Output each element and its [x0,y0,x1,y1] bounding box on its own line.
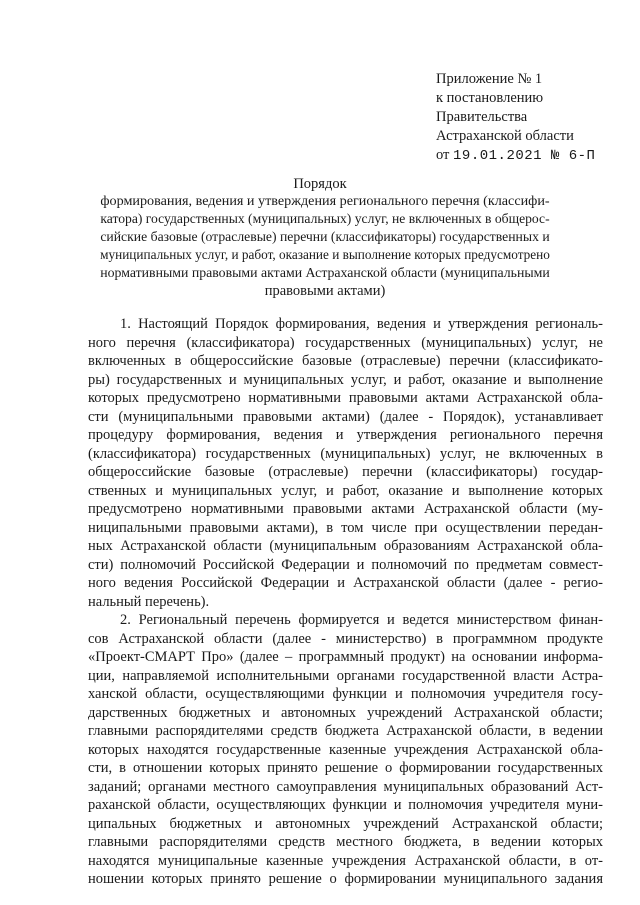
body-line: ственных и муниципальных услуг, и работ, оказание и выполнение которых [88,482,603,499]
body-line: ного ведения Российской Федерации и Астраханской области (далее - регио- [88,575,603,591]
body-line: ханской области, осуществляющими функции и полномочия учредителя госу- [88,686,603,702]
appendix-region: Астраханской области [436,128,574,144]
body-line: ниципальными правовыми актами), в том числе при осуществлении передан- [88,519,603,536]
appendix-reference: к постановлению [436,90,544,106]
appendix-title: Приложение № 1 [436,71,543,87]
body-line: дарственных бюджетных и автономных учреждений Астраханской области; [88,704,603,721]
subtitle-line: правовыми актами) [264,283,386,299]
body-line: ции, направляемой исполнительными органами государственной власти Астра- [88,667,603,684]
body-line: которых предусмотрено нормативными правовыми актами Астраханской обла- [88,390,603,406]
body-line: 1. Настоящий Порядок формирования, ведения и утверждения региональ- [120,316,603,332]
body-line: сти, в отношении которых принято решение о формировании государственных [88,760,603,776]
body-line: общероссийские базовые (отраслевые) перечни (классификаторы) государ- [88,464,603,480]
body-line: сти) полномочий Российской Федерации и полномочий по предметам совмест- [88,556,603,573]
body-line: сти (муниципальными правовыми актами) (далее - Порядок), устанавливает [88,408,603,425]
body-line: ры) государственных и муниципальных услуг, и работ, оказание и выполнение [88,371,603,388]
body-line: «Проект-СМАРТ Про» (далее – программный продукт) на основании информа- [88,649,603,665]
body-line: процедуру формирования, ведения и утверждения регионального перечня [88,427,603,443]
body-line: ношении которых принято решение о формировании муниципального задания [88,871,603,887]
document-subtitle [100,192,550,300]
document-body [88,315,603,889]
body-line: предусмотрено нормативными правовыми актами Астраханской области (му- [88,501,603,517]
subtitle-line: нормативными правовыми актами Астраханской области (муниципальными [100,265,550,280]
body-line: ципальных бюджетных и автономных учреждений Астраханской области; [88,815,603,832]
body-line: 2. Региональный перечень формируется и ведется министерством финан- [120,612,603,628]
subtitle-line: формирования, ведения и утверждения регионального перечня (классифи- [100,193,550,209]
body-line: нальный перечень). [88,593,210,610]
subtitle-line: катора) государственных (муниципальных) услуг, не включенных в общерос- [100,211,550,226]
body-line: главными распорядителями средств местного бюджета, в ведении которых [88,834,603,850]
appendix-date-prefix: от [436,147,454,163]
subtitle-line: муниципальных услуг, и работ, оказание и выполнение которых предусмотрено [100,247,550,262]
appendix-date-number: 19.01.2021 № 6-П [453,148,596,164]
body-line: (классификатора) государственных (муниципальных) услуг, не включенных в [88,445,603,462]
paragraph-1 [88,315,603,611]
body-line: которых находятся государственные казенные учреждения Астраханской обла- [88,741,603,758]
body-line: сов Астраханской области (далее - министерство) в программном продукте [88,630,603,647]
appendix-issuer: Правительства [436,109,528,125]
appendix-block [436,70,595,166]
body-line: раханской области, осуществляющих функции и полномочия учредителя муни- [88,797,603,813]
body-line: включенных в общероссийские базовые (отраслевые) перечни (классификато- [88,353,603,369]
body-line: главными распорядителями средств бюджета Астраханской области, в ведении [88,723,603,739]
body-line: ного перечня (классификатора) государственных (муниципальных) услуг, не [88,334,603,351]
body-line: находятся муниципальные казенные учреждения Астраханской области, в от- [88,852,603,869]
body-line: заданий; органами местного самоуправления муниципальных образований Аст- [88,778,603,795]
paragraph-2 [88,611,603,889]
body-line: ных Астраханской области (муниципальным образованиям Астраханской обла- [88,538,603,554]
appendix-date-line [436,146,595,166]
document-title: Порядок [293,176,347,192]
subtitle-line: сийские базовые (отраслевые) перечни (классификаторы) государственных и [100,229,550,244]
